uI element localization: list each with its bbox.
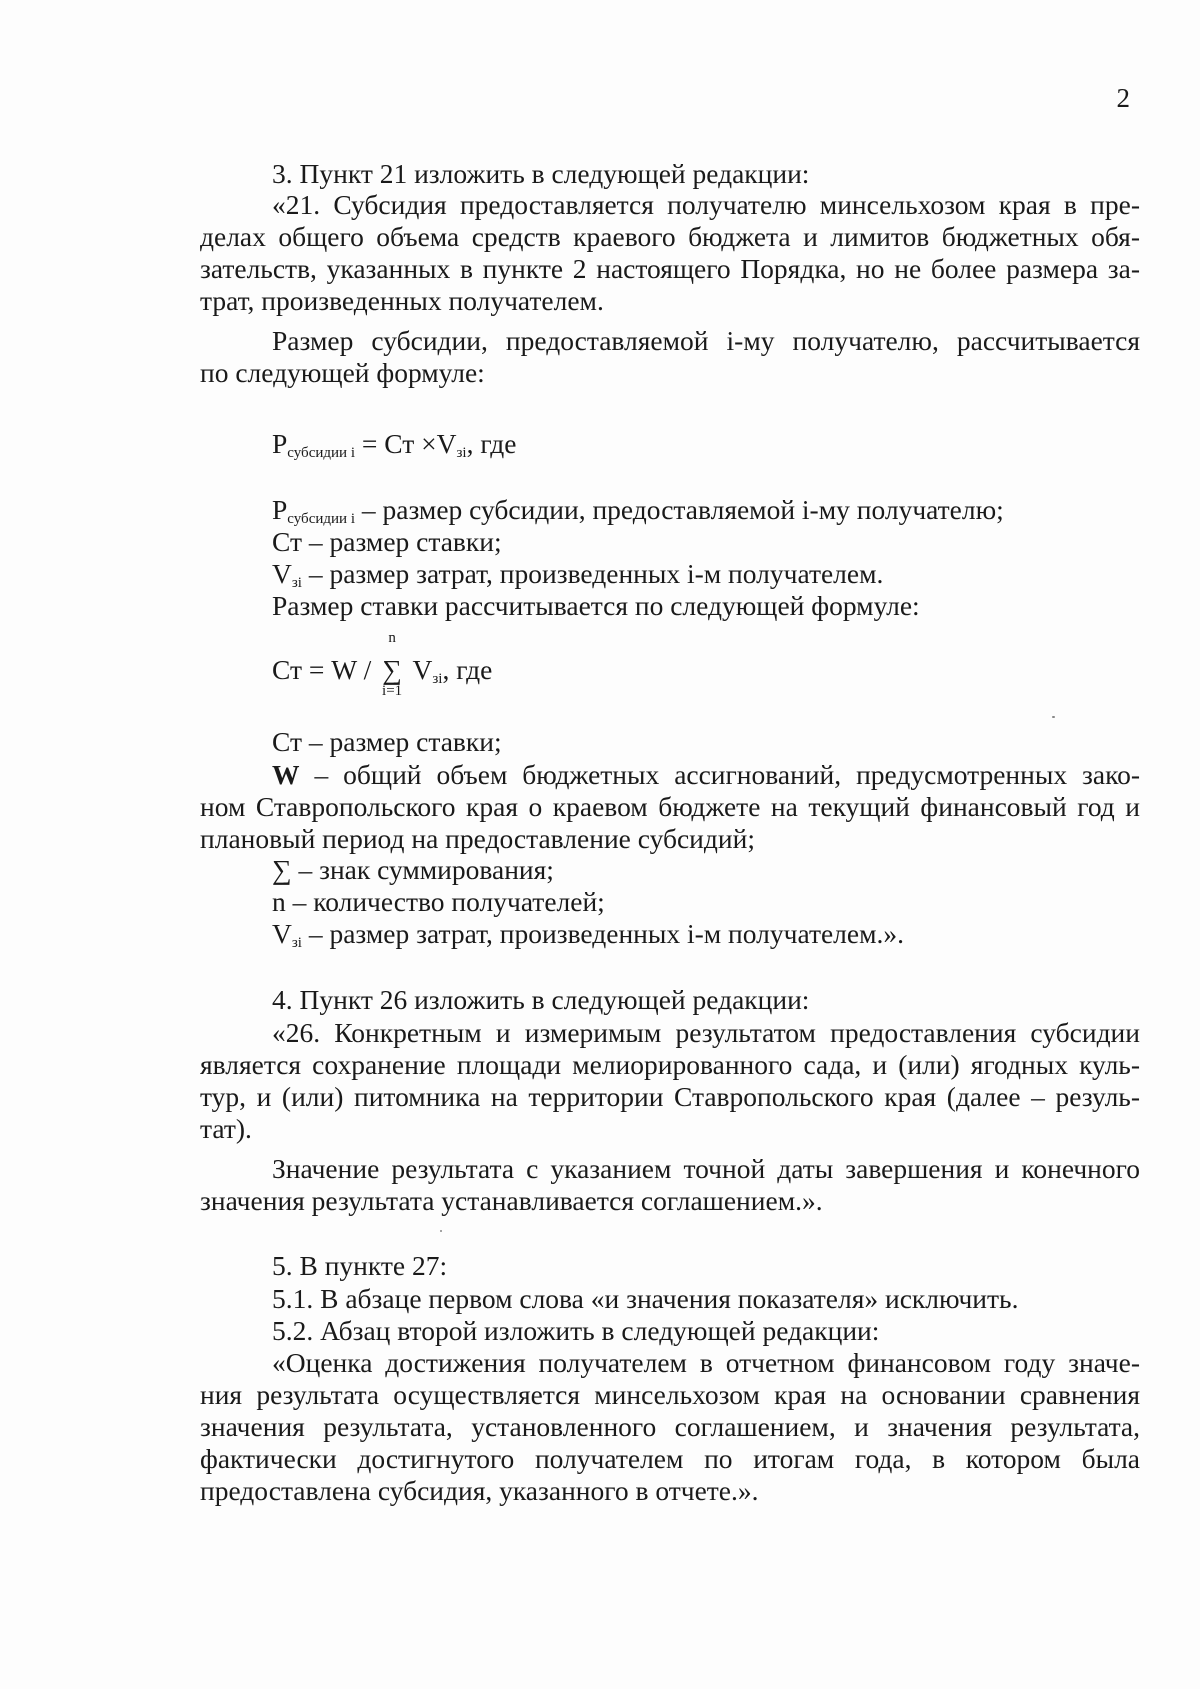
definition-symbol: Р bbox=[272, 494, 288, 525]
definition-line: Ст – размер ставки; bbox=[272, 726, 502, 757]
paragraph-21-line: зательств, указанных в пункте 2 настоящего Порядка, но не более размера за- bbox=[200, 253, 1140, 284]
page-number: 2 bbox=[1116, 83, 1130, 113]
definition-text: – размер затрат, произведенных i-м получателем.». bbox=[301, 918, 905, 949]
definition-line: Ст – размер ставки; bbox=[272, 526, 502, 557]
rate-formula bbox=[272, 630, 493, 699]
definition-line bbox=[272, 494, 1004, 526]
paragraph-27-line: значения результата, установленного соглашением, и значения результата, bbox=[200, 1411, 1140, 1442]
subsidy-size-line: по следующей формуле: bbox=[200, 357, 485, 388]
paragraph-27-line: ния результата осуществляется минсельхозом края на основании сравнения bbox=[200, 1379, 1140, 1410]
definition-subscript: зi bbox=[291, 935, 302, 951]
section-4-heading: 4. Пункт 26 изложить в следующей редакции: bbox=[272, 984, 810, 1015]
subsidy-size-line: Размер субсидии, предоставляемой i-му получателю, рассчитывается bbox=[272, 325, 1140, 356]
section-3-heading: 3. Пункт 21 изложить в следующей редакции: bbox=[272, 158, 810, 189]
definition-line bbox=[272, 918, 904, 950]
subsection-5-1: 5.1. В абзаце первом слова «и значения показателя» исключить. bbox=[272, 1283, 1019, 1314]
sigma-glyph: ∑ bbox=[382, 654, 402, 685]
sigma-symbol bbox=[378, 630, 406, 699]
formula-expression: Ст = W / bbox=[272, 654, 379, 685]
formula-variable: V bbox=[406, 654, 433, 685]
definition-line bbox=[272, 758, 1140, 791]
paragraph-26-line: тат). bbox=[200, 1113, 252, 1144]
definition-line bbox=[272, 558, 883, 590]
paragraph-21-line: «21. Субсидия предоставляется получателю минсельхозом края в пре- bbox=[272, 189, 1140, 220]
definition-line: ∑ – знак суммирования; bbox=[272, 854, 554, 885]
subsection-5-2: 5.2. Абзац второй изложить в следующей редакции: bbox=[272, 1315, 880, 1346]
sigma-lower-limit: i=1 bbox=[382, 683, 403, 699]
result-value-line: значения результата устанавливается соглашением.». bbox=[200, 1185, 823, 1216]
definition-symbol: V bbox=[272, 558, 292, 589]
result-value-line: Значение результата с указанием точной даты завершения и конечного bbox=[272, 1153, 1140, 1184]
subsidy-formula bbox=[272, 428, 516, 460]
paragraph-26-line: тур, и (или) питомника на территории Ставропольского края (далее – резуль- bbox=[200, 1081, 1140, 1112]
definition-line: ном Ставропольского края о краевом бюджете на текущий финансовый год и bbox=[200, 791, 1140, 822]
section-5-heading: 5. В пункте 27: bbox=[272, 1250, 448, 1281]
formula-subscript: зi bbox=[432, 671, 443, 687]
paragraph-27-line: «Оценка достижения получателем в отчетном финансовом году значе- bbox=[272, 1347, 1140, 1378]
definition-line: n – количество получателей; bbox=[272, 886, 605, 917]
formula-tail: , где bbox=[442, 654, 493, 685]
rate-intro-line: Размер ставки рассчитывается по следующей формуле: bbox=[272, 590, 920, 621]
definition-text: – размер затрат, произведенных i-м получателем. bbox=[301, 558, 884, 589]
sigma-upper-limit: n bbox=[388, 630, 396, 646]
scan-speck bbox=[440, 1230, 442, 1232]
formula-expression: = Ст ×V bbox=[354, 428, 457, 459]
formula-symbol: Р bbox=[272, 428, 288, 459]
formula-tail: , где bbox=[466, 428, 517, 459]
definition-line: плановый период на предоставление субсидий; bbox=[200, 823, 755, 854]
definition-text: – общий объем бюджетных ассигнований, предусмотренных зако- bbox=[299, 759, 1140, 790]
paragraph-21-line: трат, произведенных получателем. bbox=[200, 285, 604, 316]
paragraph-21-line: делах общего объема средств краевого бюджета и лимитов бюджетных обя- bbox=[200, 221, 1140, 252]
formula-subscript: субсидии i bbox=[287, 445, 355, 461]
definition-symbol: W bbox=[272, 759, 300, 790]
definition-symbol: V bbox=[272, 918, 292, 949]
paragraph-26-line: «26. Конкретным и измеримым результатом предоставления субсидии bbox=[272, 1017, 1140, 1048]
paragraph-27-line: предоставлена субсидия, указанного в отчете.». bbox=[200, 1475, 759, 1506]
scan-speck bbox=[1052, 716, 1055, 718]
paragraph-27-line: фактически достигнутого получателем по итогам года, в котором была bbox=[200, 1443, 1140, 1474]
definition-text: – размер субсидии, предоставляемой i-му получателю; bbox=[354, 494, 1004, 525]
paragraph-26-line: является сохранение площади мелиорированного сада, и (или) ягодных куль- bbox=[200, 1049, 1140, 1080]
definition-subscript: зi bbox=[291, 575, 302, 591]
definition-subscript: субсидии i bbox=[287, 511, 355, 527]
formula-subscript: зi bbox=[456, 445, 467, 461]
